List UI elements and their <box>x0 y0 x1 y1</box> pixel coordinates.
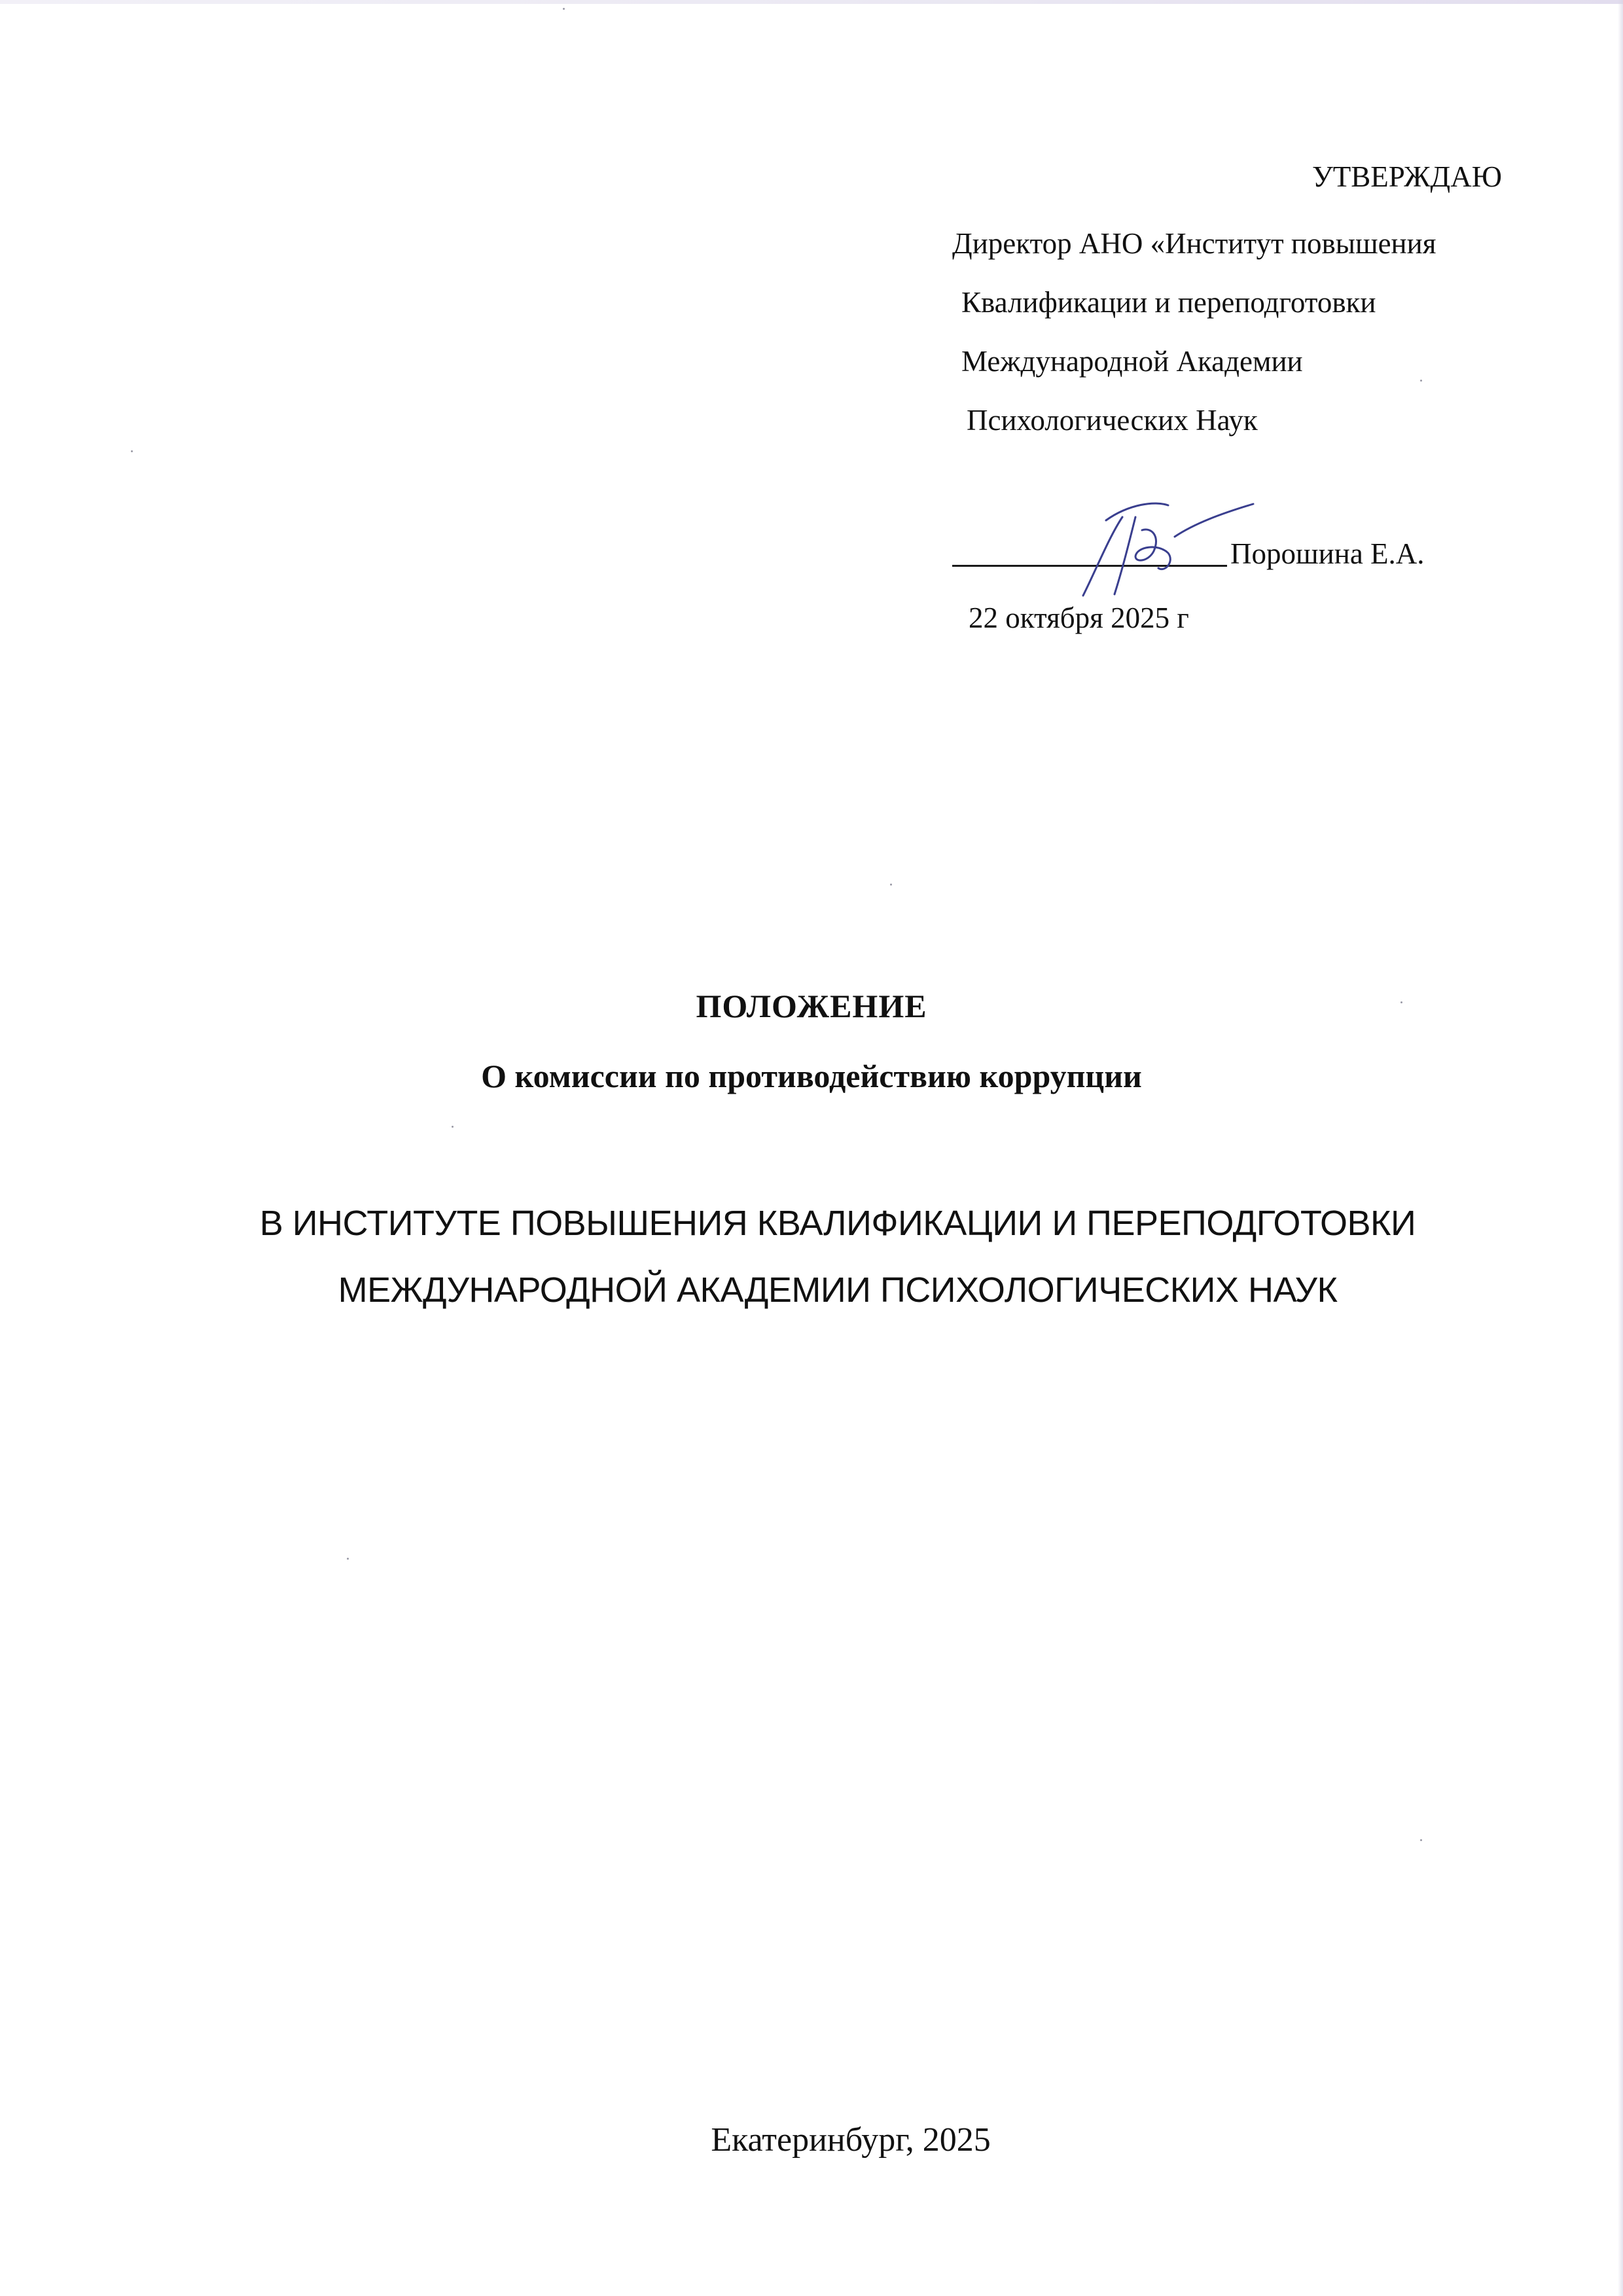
scan-speck <box>563 8 565 10</box>
scan-edge-top <box>0 0 1623 4</box>
approval-line-qualification: Квалификации и переподготовки <box>961 286 1376 319</box>
approval-line-sciences: Психологических Наук <box>967 404 1258 437</box>
approval-line-director: Директор АНО «Институт повышения <box>952 227 1436 260</box>
organization-line-2: МЕЖДУНАРОДНОЙ АКАДЕМИИ ПСИХОЛОГИЧЕСКИХ НАУК <box>338 1270 1338 1310</box>
scan-speck <box>452 1126 454 1128</box>
signature-row <box>952 511 1541 589</box>
place-and-year: Екатеринбург, 2025 <box>711 2121 991 2159</box>
signer-name: Порошина Е.А. <box>1230 537 1425 570</box>
scan-speck <box>1420 380 1422 382</box>
approval-line-academy: Международной Академии <box>961 345 1303 378</box>
document-subtitle: О комиссии по противодействию коррупции <box>481 1058 1142 1094</box>
scan-speck <box>347 1558 349 1560</box>
scan-speck <box>1400 1001 1402 1003</box>
scan-edge-right <box>1618 0 1623 2296</box>
scan-speck <box>1420 1839 1422 1841</box>
scan-speck <box>890 884 892 886</box>
organization-line-1: В ИНСТИТУТЕ ПОВЫШЕНИЯ КВАЛИФИКАЦИИ И ПЕРЕПОДГОТОВКИ <box>259 1204 1416 1243</box>
document-title: ПОЛОЖЕНИЕ <box>696 988 927 1024</box>
approval-heading: УТВЕРЖДАЮ <box>1311 160 1502 193</box>
approval-date: 22 октября 2025 г <box>969 601 1189 634</box>
scan-speck <box>131 450 133 452</box>
